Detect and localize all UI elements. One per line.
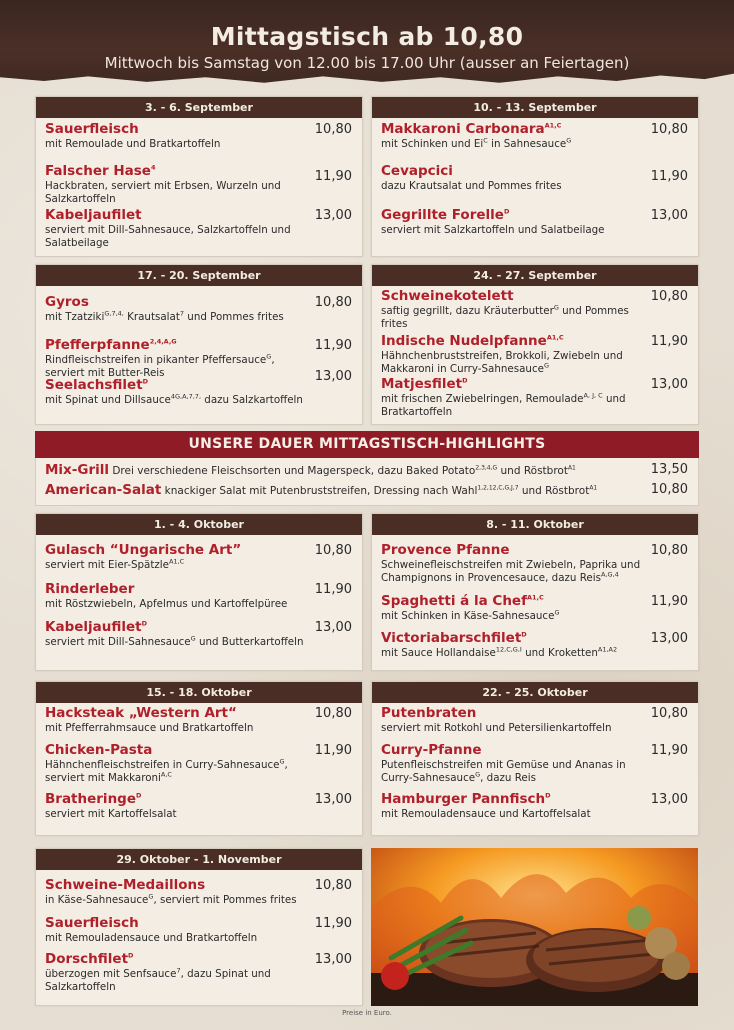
allergen-code: D bbox=[462, 376, 468, 385]
dish-name bbox=[381, 593, 688, 610]
allergen-code: G bbox=[266, 352, 272, 361]
page-subtitle: Mittwoch bis Samstag von 12.00 bis 17.00 Uhr (ausser an Feiertagen) bbox=[104, 54, 630, 72]
dish-description bbox=[45, 636, 313, 649]
dauer-item-desc-mid: und Röstbrot bbox=[497, 465, 568, 477]
dish-name bbox=[45, 619, 352, 636]
menu-week-box bbox=[35, 264, 363, 425]
dish-desc-text: mit frischen Zwiebelringen, Remoulade bbox=[381, 393, 584, 405]
dish-price: 10,80 bbox=[314, 295, 352, 310]
allergen-code: 4 bbox=[150, 163, 156, 172]
dish-desc-text: serviert mit Kartoffelsalat bbox=[45, 808, 177, 820]
allergen-code: G,7,4, bbox=[104, 309, 124, 318]
menu-item bbox=[381, 705, 688, 735]
menu-week-box bbox=[371, 264, 699, 425]
menu-week-box bbox=[35, 848, 363, 1006]
dish-description bbox=[381, 180, 649, 193]
dish-name bbox=[381, 376, 688, 393]
dish-desc-text: mit Schinken und Ei bbox=[381, 138, 484, 150]
menu-item bbox=[45, 915, 352, 945]
menu-item bbox=[45, 877, 352, 907]
dish-price: 10,80 bbox=[650, 706, 688, 721]
dish-description bbox=[381, 647, 649, 660]
allergen-code: 12,C,G,I bbox=[495, 645, 522, 654]
allergen-code: G bbox=[553, 303, 559, 312]
menu-item bbox=[45, 163, 352, 206]
dish-name bbox=[45, 121, 352, 138]
dish-desc-text: Hähnchenbruststreifen, Brokkoli, Zwiebeln und Makkaroni in Curry-Sahnesauce bbox=[381, 350, 623, 375]
dish-name-text: Gegrillte Forelle bbox=[381, 207, 504, 223]
allergen-code: A1 bbox=[567, 464, 576, 472]
menu-item bbox=[45, 951, 352, 994]
week-date-heading: 8. - 11. Oktober bbox=[372, 514, 698, 535]
dish-name-text: Kabeljaufilet bbox=[45, 619, 142, 635]
dish-price: 10,80 bbox=[314, 878, 352, 893]
dish-name-text: Chicken-Pasta bbox=[45, 742, 153, 758]
allergen-code: D bbox=[142, 377, 149, 386]
dish-name bbox=[381, 163, 688, 180]
dish-description bbox=[45, 559, 313, 572]
dish-name bbox=[381, 333, 688, 350]
dish-name bbox=[45, 951, 352, 968]
dish-description bbox=[381, 559, 649, 585]
week-date-heading: 1. - 4. Oktober bbox=[36, 514, 362, 535]
dish-name bbox=[45, 337, 352, 354]
allergen-code: C bbox=[483, 136, 488, 145]
dish-desc-text: mit Tzatziki bbox=[45, 311, 105, 323]
menu-item bbox=[45, 581, 352, 611]
menu-week-box bbox=[371, 96, 699, 257]
dish-desc-text: in Sahnesauce bbox=[487, 138, 567, 150]
dish-price: 11,90 bbox=[314, 743, 352, 758]
dish-price: 13,00 bbox=[314, 369, 352, 384]
dish-name bbox=[45, 791, 352, 808]
menu-item bbox=[381, 288, 688, 331]
allergen-code: G bbox=[148, 892, 154, 901]
allergen-code: A1,C bbox=[546, 333, 564, 342]
dish-description bbox=[381, 224, 649, 237]
dish-name bbox=[381, 791, 688, 808]
dish-desc-text: serviert mit Rotkohl und Petersilienkartoffeln bbox=[381, 722, 612, 734]
dish-description bbox=[45, 894, 313, 907]
dish-price: 13,00 bbox=[314, 792, 352, 807]
dish-name bbox=[45, 915, 352, 932]
menu-item bbox=[381, 593, 688, 623]
dish-price: 13,00 bbox=[650, 208, 688, 223]
allergen-code: G bbox=[554, 608, 560, 617]
allergen-code: A1,A2 bbox=[597, 645, 618, 654]
dish-price: 13,00 bbox=[650, 631, 688, 646]
menu-item bbox=[381, 207, 688, 237]
dish-price: 10,80 bbox=[314, 706, 352, 721]
dish-description bbox=[381, 610, 649, 623]
dish-name-text: Gulasch “Ungarische Art” bbox=[45, 542, 242, 558]
dauer-item-desc-mid: und Röstbrot bbox=[518, 485, 590, 497]
menu-item bbox=[45, 542, 352, 572]
dish-desc-text: überzogen mit Senfsauce bbox=[45, 968, 177, 980]
menu-item bbox=[45, 742, 352, 785]
dish-desc-text: Schweinefleischstreifen mit Zwiebeln, Paprika und Champignons in Provencesauce, dazu Reis bbox=[381, 559, 641, 584]
dish-description bbox=[45, 598, 313, 611]
allergen-code: D bbox=[136, 791, 142, 800]
dish-name bbox=[45, 294, 352, 311]
dish-description bbox=[45, 180, 313, 206]
dish-name-text: Kabeljaufilet bbox=[45, 207, 142, 223]
dish-price: 13,00 bbox=[314, 952, 352, 967]
dish-price: 11,90 bbox=[314, 916, 352, 931]
menu-item bbox=[45, 705, 352, 735]
week-date-heading: 17. - 20. September bbox=[36, 265, 362, 286]
dish-name bbox=[381, 542, 688, 559]
dish-name-text: Bratheringe bbox=[45, 791, 136, 807]
grilled-steak-photo bbox=[371, 848, 698, 1006]
dish-price: 10,80 bbox=[314, 122, 352, 137]
dish-name-text: Schweine-Medaillons bbox=[45, 877, 206, 893]
dish-desc-text: mit Röstzwiebeln, Apfelmus und Kartoffelpüree bbox=[45, 598, 288, 610]
dish-name-text: Hacksteak „Western Art“ bbox=[45, 705, 237, 721]
dish-description bbox=[381, 305, 649, 331]
allergen-code: A1,C bbox=[544, 121, 562, 130]
dish-desc-text: Hackbraten, serviert mit Erbsen, Wurzeln und Salzkartoffeln bbox=[45, 180, 281, 205]
menu-week-box bbox=[35, 513, 363, 671]
dish-name bbox=[381, 630, 688, 647]
dauer-highlights-box bbox=[35, 458, 699, 506]
week-date-heading: 22. - 25. Oktober bbox=[372, 682, 698, 703]
allergen-code: G bbox=[566, 136, 572, 145]
allergen-code: A1,C bbox=[526, 593, 544, 602]
dauer-item-price: 10,80 bbox=[650, 482, 688, 497]
dish-desc-text: mit Remouladensauce und Bratkartoffeln bbox=[45, 932, 258, 944]
dish-name-text: Putenbraten bbox=[381, 705, 477, 721]
menu-item bbox=[381, 333, 688, 376]
dish-desc-text: und Bratkartoffeln bbox=[381, 393, 626, 418]
allergen-code: 4G,A,7,7, bbox=[170, 392, 202, 401]
menu-item bbox=[45, 369, 352, 407]
dish-description bbox=[45, 759, 313, 785]
dish-description bbox=[45, 138, 313, 151]
dish-price: 11,90 bbox=[314, 169, 352, 184]
allergen-code: 1,2,12,C,G,J,7 bbox=[477, 484, 519, 492]
dish-name-text: Falscher Hase bbox=[45, 163, 151, 179]
dish-price: 11,90 bbox=[650, 743, 688, 758]
dish-description bbox=[45, 224, 313, 250]
dish-description bbox=[45, 394, 313, 407]
dish-desc-text: mit Pfefferrahmsauce und Bratkartoffeln bbox=[45, 722, 254, 734]
dish-name bbox=[45, 542, 352, 559]
dish-name bbox=[381, 742, 688, 759]
menu-item bbox=[381, 163, 688, 193]
dish-name bbox=[45, 877, 352, 894]
dish-desc-text: mit Remoulade und Bratkartoffeln bbox=[45, 138, 221, 150]
allergen-code: G bbox=[543, 361, 549, 370]
dish-desc-text: serviert mit Salzkartoffeln und Salatbeilage bbox=[381, 224, 605, 236]
menu-item bbox=[45, 791, 352, 821]
dish-desc-text: , serviert mit Pommes frites bbox=[153, 894, 297, 906]
dish-price: 10,80 bbox=[650, 289, 688, 304]
allergen-code: D bbox=[545, 791, 551, 800]
price-note: Preise in Euro. bbox=[342, 1009, 392, 1017]
dish-description bbox=[45, 968, 313, 994]
dish-desc-text: mit Remouladensauce und Kartoffelsalat bbox=[381, 808, 591, 820]
dish-desc-text: , dazu Reis bbox=[480, 772, 536, 784]
dish-name-text: Hamburger Pannfisch bbox=[381, 791, 546, 807]
dish-description bbox=[381, 808, 649, 821]
week-date-heading: 3. - 6. September bbox=[36, 97, 362, 118]
dish-desc-text: mit Sauce Hollandaise bbox=[381, 647, 496, 659]
menu-week-box bbox=[371, 513, 699, 671]
dish-price: 11,90 bbox=[314, 582, 352, 597]
dish-name bbox=[45, 742, 352, 759]
dish-desc-text: , serviert mit Butter-Reis bbox=[45, 354, 275, 379]
dish-desc-text: serviert mit Dill-Sahnesauce bbox=[45, 636, 191, 648]
menu-item bbox=[45, 207, 352, 250]
allergen-code: 2,3,4,G bbox=[475, 464, 498, 472]
allergen-code: D bbox=[521, 630, 527, 639]
dish-name bbox=[45, 581, 352, 598]
dish-price: 13,00 bbox=[650, 792, 688, 807]
dauer-item-desc: knackiger Salat mit Putenbruststreifen, Dressing nach Wahl bbox=[161, 485, 478, 497]
dish-desc-text: Krautsalat bbox=[123, 311, 180, 323]
dish-name bbox=[381, 288, 688, 305]
menu-item bbox=[45, 619, 352, 649]
allergen-code: D bbox=[141, 619, 148, 628]
dish-price: 10,80 bbox=[650, 543, 688, 558]
dish-desc-text: , serviert mit Makkaroni bbox=[45, 759, 288, 784]
dish-name bbox=[381, 705, 688, 722]
allergen-code: D bbox=[503, 207, 510, 216]
allergen-code: A, J, C bbox=[583, 391, 603, 400]
dish-name-text: Victoriabarschfilet bbox=[381, 630, 522, 646]
menu-item bbox=[381, 376, 688, 419]
menu-item bbox=[381, 630, 688, 660]
menu-week-box bbox=[35, 681, 363, 836]
allergen-code: G bbox=[475, 770, 481, 779]
dish-name-text: Curry-Pfanne bbox=[381, 742, 482, 758]
dish-desc-text: Putenfleischstreifen mit Gemüse und Ananas in Curry-Sahnesauce bbox=[381, 759, 626, 784]
dish-description bbox=[45, 932, 313, 945]
dish-desc-text: serviert mit Eier-Spätzle bbox=[45, 559, 169, 571]
dish-price: 11,90 bbox=[314, 338, 352, 353]
dish-name-text: Spaghetti á la Chef bbox=[381, 593, 527, 609]
dish-name bbox=[381, 207, 688, 224]
menu-week-box bbox=[35, 96, 363, 257]
menu-item bbox=[45, 337, 352, 380]
dish-price: 11,90 bbox=[650, 334, 688, 349]
dish-name bbox=[45, 207, 352, 224]
dauer-item-price: 13,50 bbox=[650, 462, 688, 477]
dish-name-text: Schweinekotelett bbox=[381, 288, 514, 304]
dish-price: 10,80 bbox=[314, 543, 352, 558]
menu-item bbox=[381, 742, 688, 785]
dish-price: 13,00 bbox=[314, 620, 352, 635]
dish-desc-text: saftig gegrillt, dazu Kräuterbutter bbox=[381, 305, 554, 317]
dish-desc-text: dazu Krautsalat und Pommes frites bbox=[381, 180, 562, 192]
week-date-heading: 24. - 27. September bbox=[372, 265, 698, 286]
allergen-code: D bbox=[128, 951, 134, 960]
allergen-code: A,C bbox=[160, 770, 172, 779]
week-date-heading: 10. - 13. September bbox=[372, 97, 698, 118]
dish-name bbox=[45, 377, 352, 394]
dauer-item bbox=[45, 462, 688, 478]
dish-desc-text: und Butterkartoffeln bbox=[195, 636, 304, 648]
dauer-item-desc: Drei verschiedene Fleischsorten und Magerspeck, dazu Baked Potato bbox=[109, 465, 476, 477]
menu-item bbox=[381, 121, 688, 151]
dish-desc-text: und Pommes frites bbox=[184, 311, 284, 323]
dish-name-text: Rinderleber bbox=[45, 581, 135, 597]
dish-name-text: Seelachsfilet bbox=[45, 377, 143, 393]
dish-price: 11,90 bbox=[650, 169, 688, 184]
dish-desc-text: und Kroketten bbox=[521, 647, 598, 659]
dish-desc-text: , dazu Spinat und Salzkartoffeln bbox=[45, 968, 271, 993]
dish-name-text: Dorschfilet bbox=[45, 951, 129, 967]
dauer-highlights-heading: UNSERE DAUER MITTAGSTISCH-HIGHLIGHTS bbox=[35, 431, 699, 458]
dish-price: 13,00 bbox=[650, 377, 688, 392]
dish-name-text: Cevapcici bbox=[381, 163, 453, 179]
dish-description bbox=[381, 138, 649, 151]
dish-desc-text: und Pommes frites bbox=[381, 305, 629, 330]
allergen-code: 2,4,A,G bbox=[149, 337, 177, 346]
menu-item bbox=[45, 121, 352, 151]
dish-description bbox=[381, 722, 649, 735]
dish-name-text: Sauerfleisch bbox=[45, 121, 139, 137]
dauer-item bbox=[45, 482, 688, 498]
dish-desc-text: serviert mit Dill-Sahnesauce, Salzkartoffeln und Salatbeilage bbox=[45, 224, 291, 249]
dish-description bbox=[45, 311, 313, 324]
dauer-item-name: Mix-Grill bbox=[45, 462, 109, 478]
dish-desc-text: dazu Salzkartoffeln bbox=[201, 394, 303, 406]
dish-name-text: Indische Nudelpfanne bbox=[381, 333, 547, 349]
menu-item bbox=[45, 294, 352, 324]
dish-desc-text: mit Spinat und Dillsauce bbox=[45, 394, 171, 406]
dish-desc-text: in Käse-Sahnesauce bbox=[45, 894, 149, 906]
dish-desc-text: mit Schinken in Käse-Sahnesauce bbox=[381, 610, 555, 622]
dish-description bbox=[381, 393, 649, 419]
dish-description bbox=[45, 808, 313, 821]
dish-description bbox=[381, 759, 649, 785]
allergen-code: 7 bbox=[176, 966, 181, 975]
week-date-heading: 29. Oktober - 1. November bbox=[36, 849, 362, 870]
dish-desc-text: Hähnchenfleischstreifen in Curry-Sahnesauce bbox=[45, 759, 280, 771]
page-title: Mittagstisch ab 10,80 bbox=[210, 22, 524, 51]
dish-name-text: Provence Pfanne bbox=[381, 542, 510, 558]
dish-name-text: Pfefferpfanne bbox=[45, 337, 150, 353]
dish-price: 10,80 bbox=[650, 122, 688, 137]
dauer-item-name: American-Salat bbox=[45, 482, 162, 498]
dish-name-text: Sauerfleisch bbox=[45, 915, 139, 931]
week-date-heading: 15. - 18. Oktober bbox=[36, 682, 362, 703]
allergen-code: A,G,4 bbox=[600, 570, 619, 579]
dish-description bbox=[45, 722, 313, 735]
dish-description bbox=[381, 350, 649, 376]
allergen-code: A1 bbox=[589, 484, 598, 492]
allergen-code: A1,C bbox=[168, 557, 185, 566]
dish-name bbox=[45, 163, 352, 180]
menu-item bbox=[381, 791, 688, 821]
dish-desc-text: Rindfleischstreifen in pikanter Pfeffersauce bbox=[45, 354, 267, 366]
allergen-code: G bbox=[190, 634, 196, 643]
dish-name-text: Matjesfilet bbox=[381, 376, 463, 392]
menu-week-box bbox=[371, 681, 699, 836]
steak-illustration bbox=[371, 848, 698, 1006]
allergen-code: G bbox=[279, 757, 285, 766]
dish-name bbox=[381, 121, 688, 138]
dish-price: 11,90 bbox=[650, 594, 688, 609]
menu-item bbox=[381, 542, 688, 585]
dish-name-text: Gyros bbox=[45, 294, 89, 310]
dish-name bbox=[45, 705, 352, 722]
dish-price: 13,00 bbox=[314, 208, 352, 223]
allergen-code: 7 bbox=[179, 309, 185, 318]
dish-name-text: Makkaroni Carbonara bbox=[381, 121, 545, 137]
